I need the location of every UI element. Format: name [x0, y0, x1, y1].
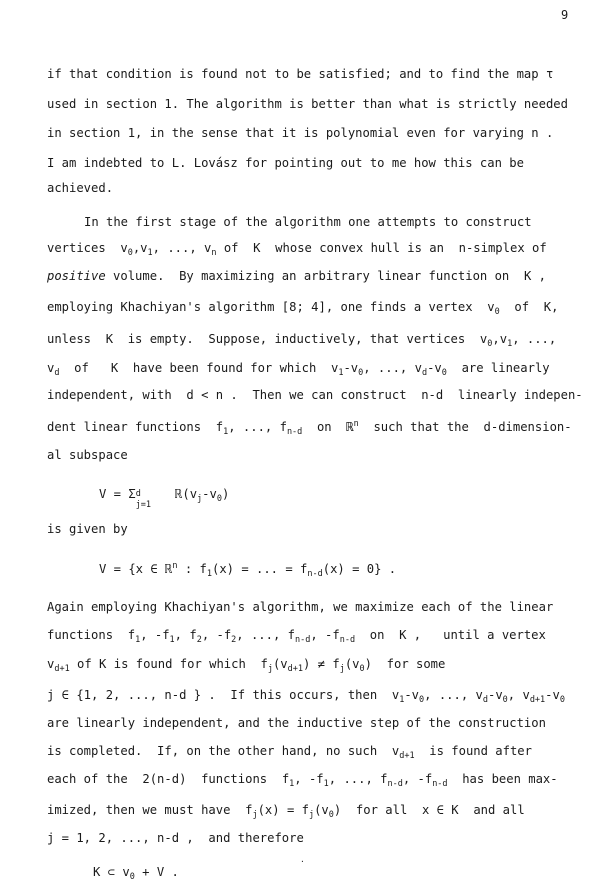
p2-line-5: unless K is empty. Suppose, inductively, that vertices $v_0,v_1$, ...,: [47, 332, 557, 349]
stray-mark: ·: [300, 857, 305, 866]
p3-line-1: Again employing Khachiyan's algorithm, we maximize each of the linear: [47, 600, 554, 614]
p1-line-5: achieved.: [47, 181, 114, 195]
p3-line-4: j ∈ {1, 2, ..., n-d } . If this occurs, then $v_1-v_0$, ..., $v_d-v_0$, $v_{d+1}-v_0$: [47, 688, 565, 705]
p3-line-2: functions $f_1$, $-f_1$, $f_2$, $-f_2$, ..., $f_{n-d}$, $-f_{n-d}$ on K , until a vertex: [47, 628, 546, 645]
p2-line-9: al subspace: [47, 448, 128, 462]
p3-line-8: imized, then we must have $f_j(x) = f_j(v_0)$ for all x ∈ K and all: [47, 803, 525, 820]
equation-v-sum: V = Σ d j=1 $ℝ(v_j-v_0)$: [99, 487, 230, 510]
p2-line-3: positive volume. By maximizing an arbitrary linear function on K ,: [47, 269, 546, 283]
p2-line-4: employing Khachiyan's algorithm [8; 4], one finds a vertex $v_0$ of K,: [47, 300, 559, 317]
p3-line-7: each of the 2(n-d) functions $f_1$, $-f_1$, ..., $f_{n-d}$, $-f_{n-d}$ has been max-: [47, 772, 558, 789]
p1-line-2: used in section 1. The algorithm is better than what is strictly needed: [47, 97, 568, 111]
p2-line-6: $v_d$ of K have been found for which $v_1-v_0$, ..., $v_d-v_0$ are linearly: [47, 361, 550, 378]
p3-line-5: are linearly independent, and the inductive step of the construction: [47, 716, 546, 730]
p3-line-6: is completed. If, on the other hand, no such $v_{d+1}$ is found after: [47, 744, 532, 761]
p1-line-3: in section 1, in the sense that it is polynomial even for varying n .: [47, 126, 554, 140]
equation-v-set: V = {x ∈ ℝ$^n$ : $f_1(x)$ = ... = $f_{n-d}(x) = 0$} .: [99, 561, 397, 579]
given-by-text: is given by: [47, 522, 128, 536]
p2-line-8: dent linear functions $f_1$, ..., $f_{n-d}$ on ℝ$^n$ such that the d-dimension-: [47, 419, 572, 437]
equation-k-subset: K ⊂ $v_0 + V$ .: [93, 865, 179, 882]
p1-line-4: I am indebted to L. Lovász for pointing out to me how this can be: [47, 156, 524, 170]
p2-line-1: In the first stage of the algorithm one attempts to construct: [84, 215, 532, 229]
p3-line-3: $v_{d+1}$ of K is found for which $f_j(v_{d+1}) \ne f_j(v_0)$ for some: [47, 657, 446, 674]
p2-line-2: vertices $v_0,v_1$, ..., $v_n$ of K whose convex hull is an n-simplex of: [47, 241, 547, 258]
p3-line-9: j = 1, 2, ..., n-d , and therefore: [47, 831, 304, 845]
p1-line-1: if that condition is found not to be satisfied; and to find the map τ: [47, 67, 554, 81]
page-number: 9: [561, 8, 569, 22]
p2-line-7: independent, with d < n . Then we can construct n-d linearly indepen-: [47, 388, 583, 402]
